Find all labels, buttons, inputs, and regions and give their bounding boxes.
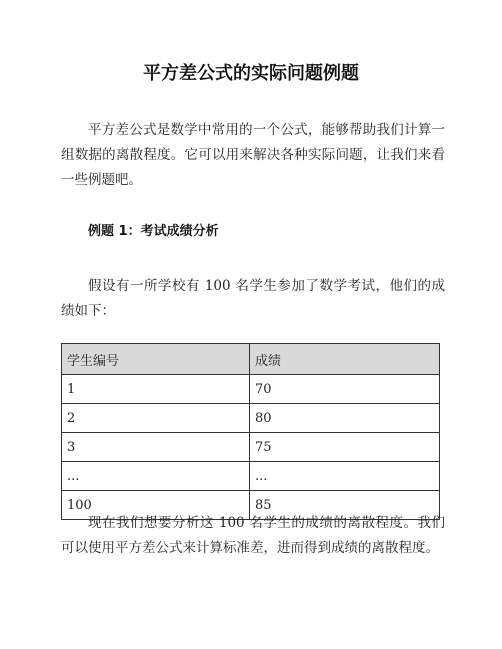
page-title: 平方差公式的实际问题例题 [143, 63, 359, 84]
header-score: 成绩 [250, 344, 440, 375]
table-header-row [62, 344, 440, 375]
cell-student-id: 100 [62, 491, 250, 520]
table-row [62, 462, 440, 491]
table-row [62, 433, 440, 462]
cell-student-id: 1 [62, 375, 250, 404]
example-1-heading: 例题 1：考试成绩分析 [88, 224, 219, 239]
cell-score: 70 [250, 375, 440, 404]
header-student-id: 学生编号 [62, 344, 250, 375]
cell-student-id: ... [62, 462, 250, 491]
example-1-conclusion: 现在我们想要分析这 100 名学生的成绩的离散程度。我们可以使用平方差公式来计算标准差，进而得到成绩的离散程度。 [61, 515, 445, 556]
scores-table [61, 343, 440, 520]
cell-score: 85 [250, 491, 440, 520]
intro-paragraph: 平方差公式是数学中常用的一个公式，能够帮助我们计算一组数据的离散程度。它可以用来解决各种实际问题，让我们来看一些例题吧。 [61, 122, 445, 188]
cell-score: 80 [250, 404, 440, 433]
table-row [62, 404, 440, 433]
example-1-description: 假设有一所学校有 100 名学生参加了数学考试，他们的成绩如下： [61, 278, 445, 319]
cell-score: 75 [250, 433, 440, 462]
cell-score: ... [250, 462, 440, 491]
cell-student-id: 2 [62, 404, 250, 433]
cell-student-id: 3 [62, 433, 250, 462]
table-row [62, 375, 440, 404]
